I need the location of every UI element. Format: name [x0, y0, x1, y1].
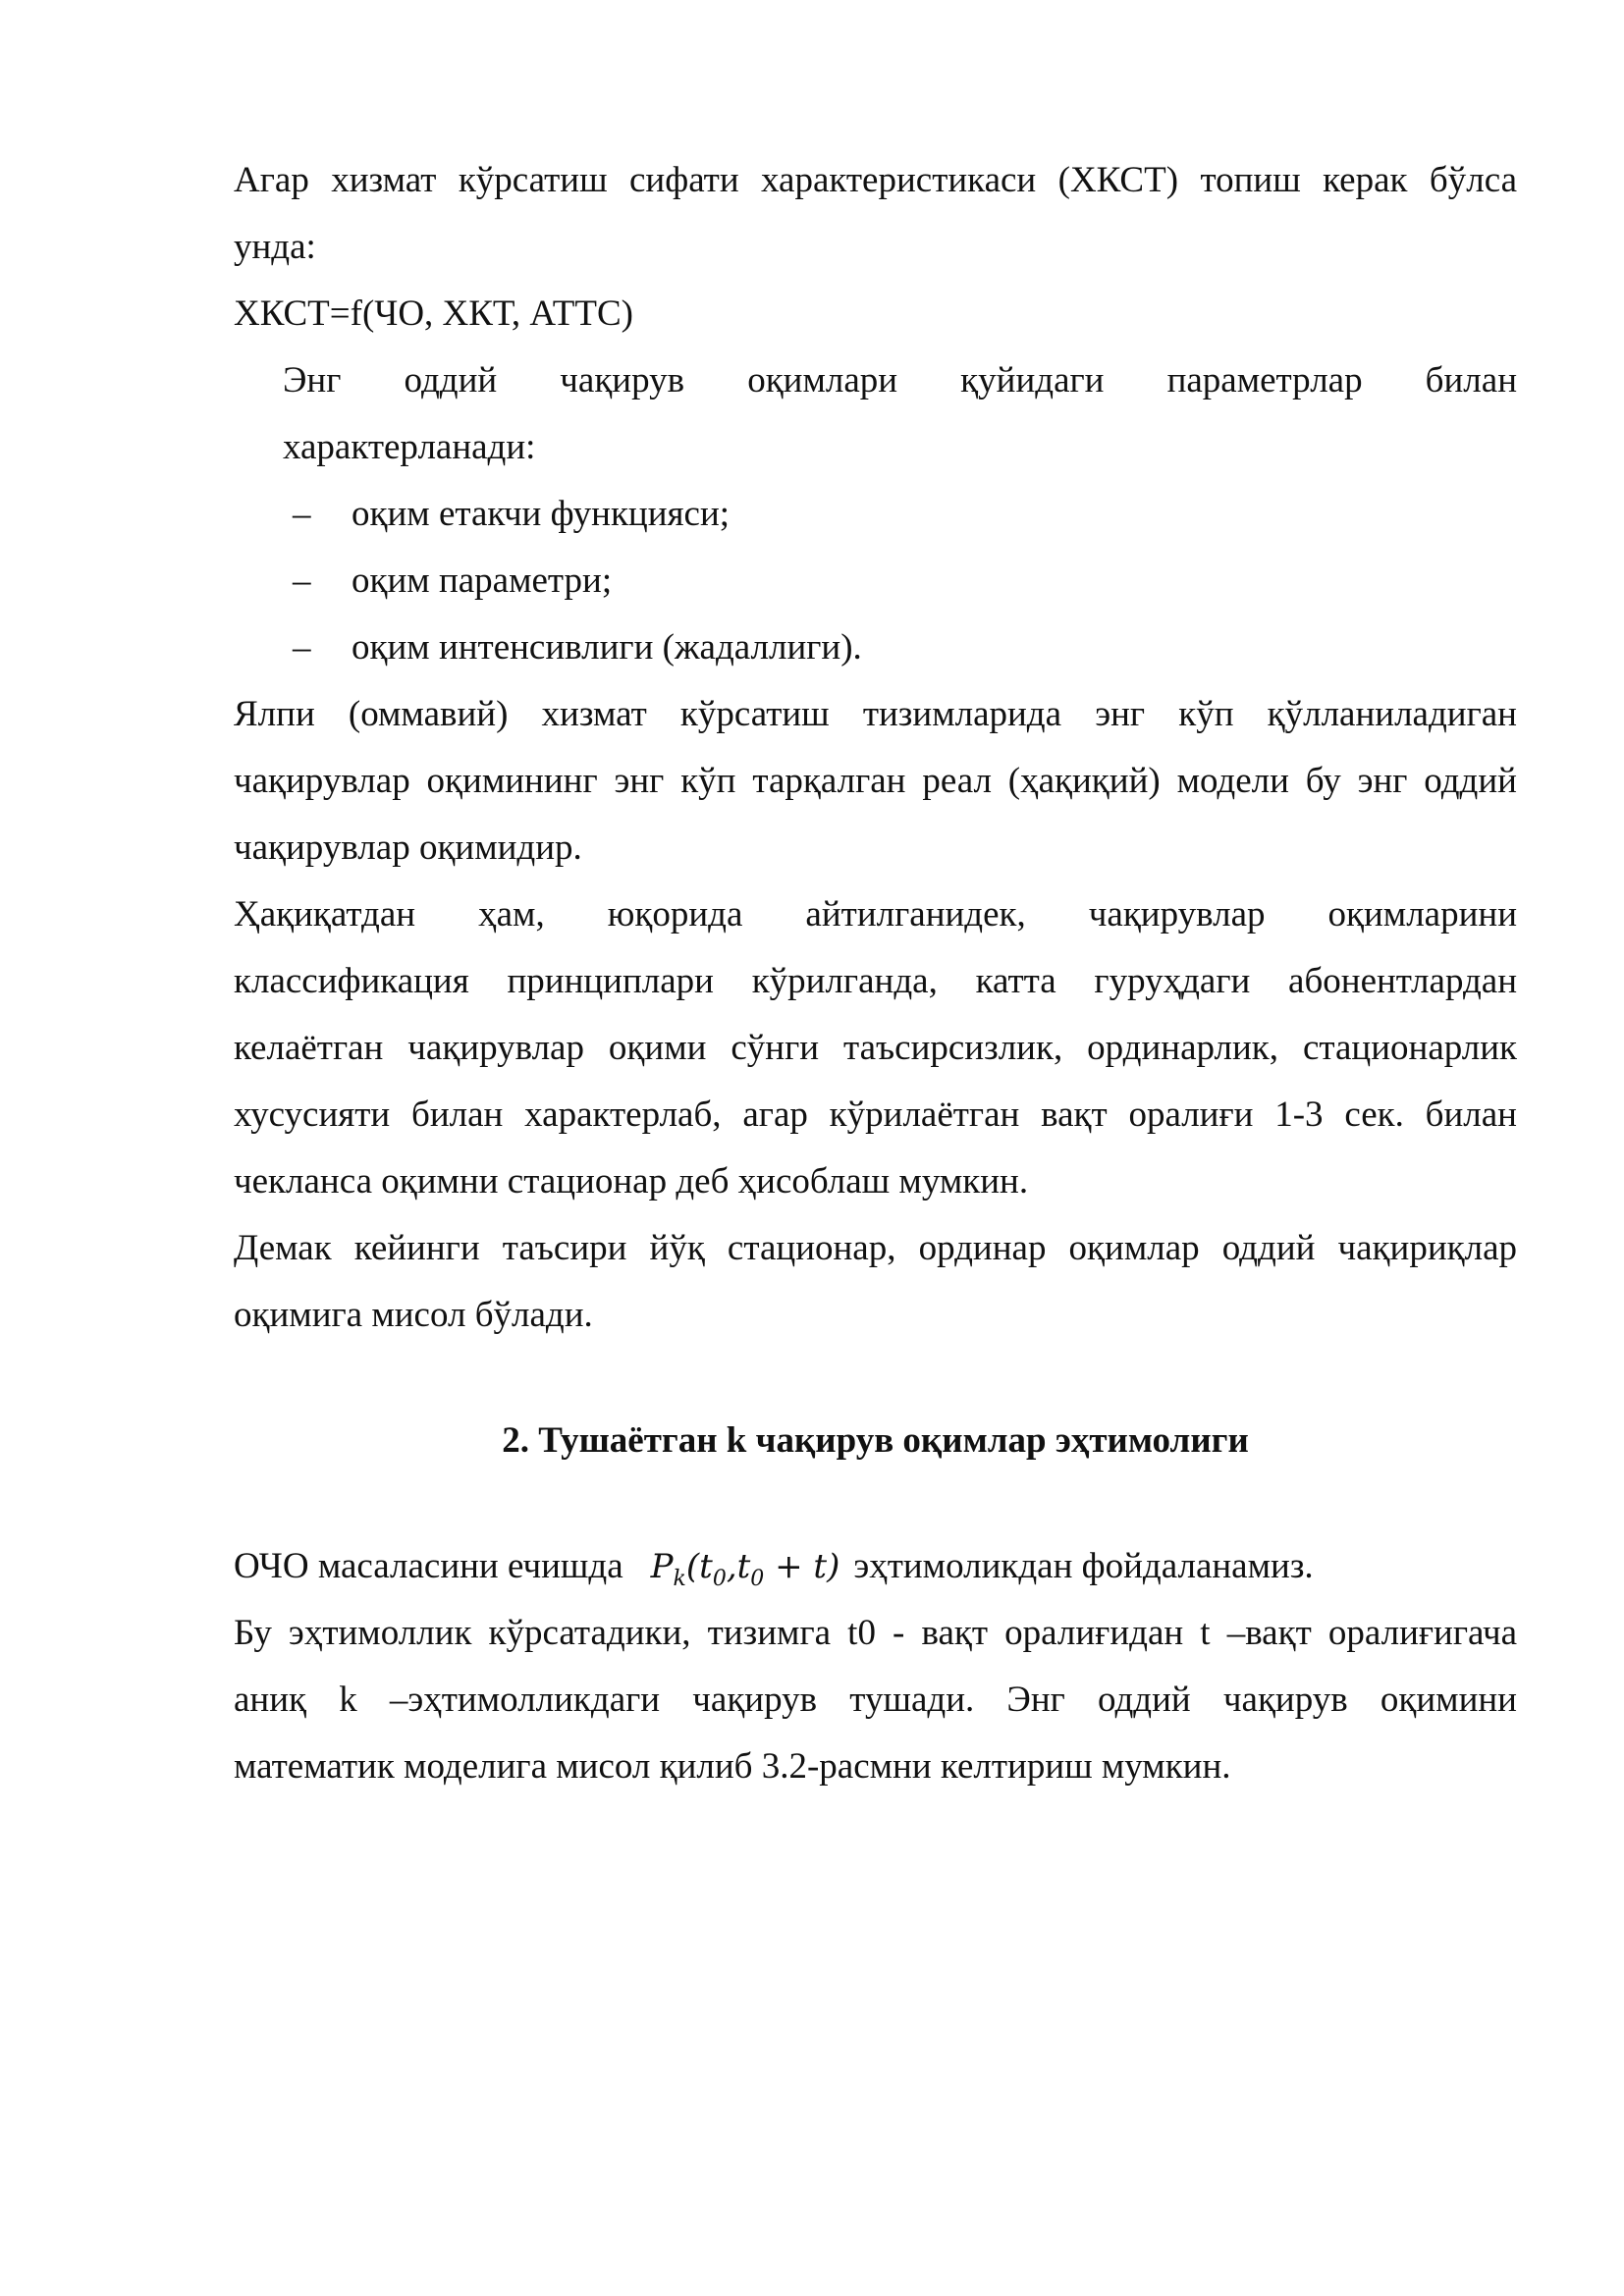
section-heading: 2. Тушаётган k чақирув оқимлар эҳтимолиги	[502, 1420, 1249, 1461]
paragraph-line: классификация принциплари кўрилганда, катта гуруҳдаги абонентлардан	[234, 961, 1517, 1001]
list-item-text: оқим етакчи функцияси;	[352, 494, 731, 534]
formula-subscript: 0	[750, 1566, 765, 1591]
formula-symbol: (	[685, 1547, 700, 1586]
paragraph-line: Энг оддий чақирув оқимлари қуйидаги параметрлар билан	[283, 360, 1517, 400]
paragraph-line: чекланса оқимни стационар деб ҳисоблаш мумкин.	[234, 1161, 1029, 1201]
paragraph-line: Ялпи (оммавий) хизмат кўрсатиш тизимларида энг кўп қўлланиладиган	[234, 694, 1517, 734]
probability-formula	[623, 1547, 854, 1591]
paragraph-line: оқимига мисол бўлади.	[234, 1295, 593, 1335]
formula-symbol: + t)	[764, 1547, 840, 1586]
document-page	[234, 147, 1517, 1800]
list-item	[234, 614, 1517, 681]
bullet-dash: –	[293, 561, 311, 601]
list-item	[234, 481, 1517, 548]
bullet-dash: –	[293, 627, 311, 667]
paragraph-line: чақирувлар оқимидир.	[234, 828, 582, 868]
formula-symbol: t	[699, 1547, 713, 1586]
paragraph-line-with-formula	[234, 1533, 1517, 1600]
paragraph-line: келаётган чақирувлар оқими сўнги таъсирсизлик, ординарлик, стационарлик	[234, 1028, 1517, 1068]
formula-line: ХКСТ=f(ЧО, ХКТ, АТТС)	[234, 294, 633, 334]
bullet-dash: –	[293, 494, 311, 534]
list-item	[234, 548, 1517, 614]
paragraph-line: Демак кейинги таъсири йўқ стационар, ординар оқимлар оддий чақириқлар	[234, 1228, 1517, 1268]
paragraph-line: математик моделига мисол қилиб 3.2-расмни келтириш мумкин.	[234, 1746, 1231, 1787]
formula-subscript: k	[673, 1566, 686, 1591]
paragraph-line: характерланади:	[283, 427, 536, 467]
formula-symbol: t	[736, 1547, 751, 1586]
paragraph-line: аниқ k –эҳтимолликдаги чақирув тушади. Энг оддий чақирув оқимини	[234, 1680, 1517, 1720]
paragraph-line: Агар хизмат кўрсатиш сифати характеристикаси (ХКСТ) топиш керак бўлса	[234, 160, 1517, 200]
formula-symbol: ,	[726, 1547, 737, 1586]
paragraph-line: Ҳақиқатдан ҳам, юқорида айтилганидек, чақирувлар оқимларини	[234, 894, 1517, 934]
paragraph-line: унда:	[234, 227, 316, 267]
list-item-text: оқим параметри;	[352, 561, 613, 601]
formula-subscript: 0	[712, 1566, 727, 1591]
paragraph-line: Бу эҳтимоллик кўрсатадики, тизимга t0 - вақт оралиғидан t –вақт оралиғигача	[234, 1613, 1517, 1653]
list-item-text: оқим интенсивлиги (жадаллиги).	[352, 627, 862, 667]
paragraph-line: хусусияти билан характерлаб, агар кўрилаётган вақт оралиғи 1-3 сек. билан	[234, 1095, 1517, 1135]
formula-outro-text: эҳтимоликдан фойдаланамиз.	[853, 1546, 1314, 1586]
formula-symbol: P	[650, 1547, 674, 1586]
formula-intro-text: ОЧО масаласини ечишда	[234, 1546, 623, 1586]
paragraph-line: чақирувлар оқимининг энг кўп тарқалган реал (ҳақиқий) модели бу энг оддий	[234, 761, 1517, 801]
